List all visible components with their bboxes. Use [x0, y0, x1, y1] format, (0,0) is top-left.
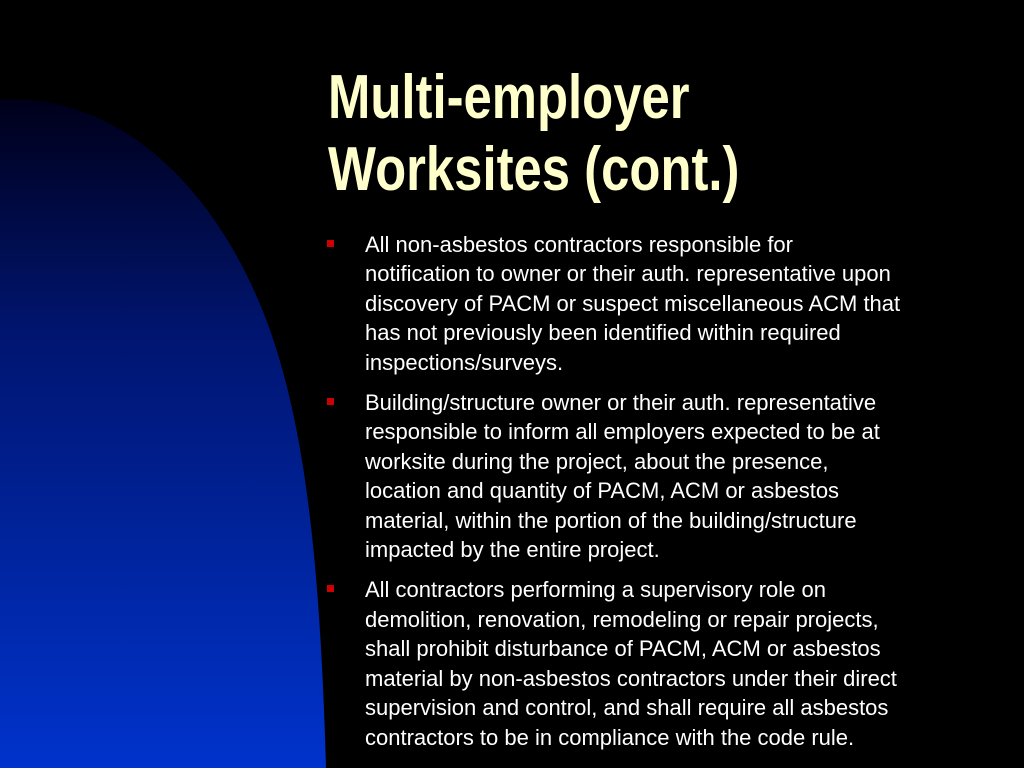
slide-title: [328, 62, 869, 206]
bullet-text-2: [365, 388, 994, 564]
bullet-1-line: All non-asbestos contractors responsible for: [365, 232, 793, 257]
bullet-3-line: supervision and control, and shall require all asbestos: [365, 695, 889, 721]
slide-title-line-1: Multi-employer: [328, 63, 690, 132]
bullet-3-line: contractors to be in compliance with the code rule.: [365, 724, 855, 750]
bullet-2-line: Building/structure owner or their auth. representative: [365, 390, 877, 416]
bullet-list: [326, 230, 994, 763]
square-bullet-icon: [327, 398, 334, 405]
bullet-item-3: [326, 575, 994, 751]
bullet-2-line: material, within the portion of the building/structure: [365, 507, 857, 533]
bullet-text-3: [365, 575, 994, 751]
bullet-1-line: has not previously been identified within required: [365, 320, 841, 346]
bullet-1-line: notification to owner or their auth. representative upon: [365, 261, 891, 287]
bullet-2-line: responsible to inform all employers expected to be at: [365, 419, 880, 445]
bullet-2-line: impacted by the entire project.: [365, 537, 660, 563]
slide-title-line-2: Worksites (cont.): [328, 135, 740, 204]
bullet-3-line: material by non-asbestos contractors under their direct: [365, 665, 897, 691]
bullet-2-line: worksite during the project, about the presence,: [365, 448, 829, 474]
square-bullet-icon: [327, 240, 334, 247]
bullet-text-1: [365, 230, 994, 377]
square-bullet-icon: [327, 585, 334, 592]
bullet-item-1: [326, 230, 994, 377]
bullet-item-2: [326, 388, 994, 564]
bullet-3-line: All contractors performing a supervisory role on: [365, 577, 826, 603]
bullet-1-line: discovery of PACM or suspect miscellaneous ACM that: [365, 290, 901, 316]
bullet-3-line: shall prohibit disturbance of PACM, ACM or asbestos: [365, 636, 881, 662]
bullet-2-line: location and quantity of PACM, ACM or asbestos: [365, 478, 840, 504]
bullet-3-line: demolition, renovation, remodeling or repair projects,: [365, 606, 879, 632]
bullet-1-line: inspections/surveys.: [365, 349, 564, 375]
